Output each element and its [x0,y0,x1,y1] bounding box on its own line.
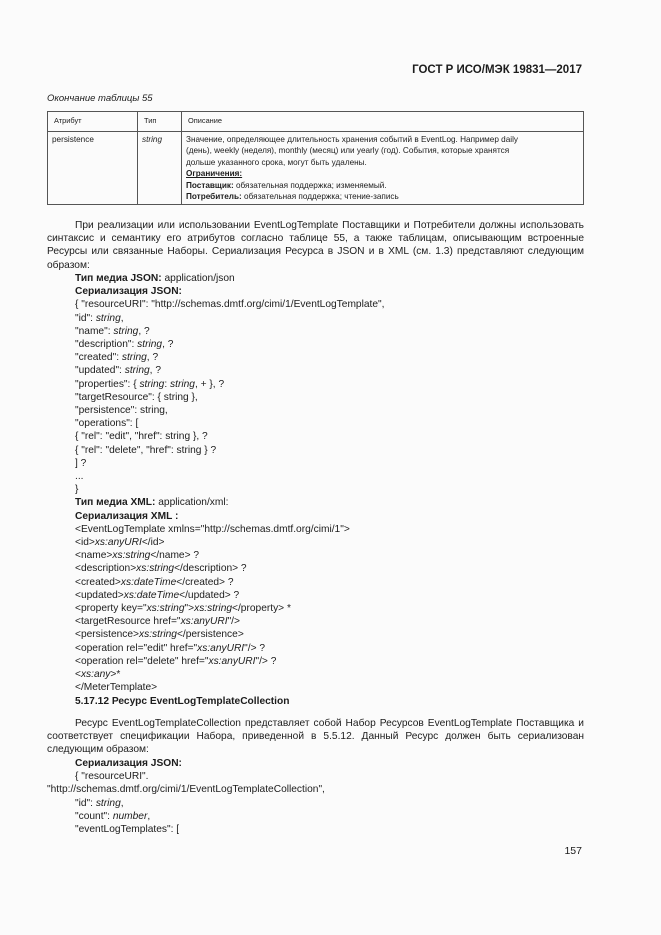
code-token: ... [75,471,84,483]
json-code-line [75,364,384,377]
code-token: xs:any [80,669,111,681]
json-code-line [75,325,384,338]
code-token: string [95,797,121,809]
code-token: "targetResource": { string }, [75,391,198,403]
json-code-line [75,483,384,496]
code-token: <persistence> [75,629,139,641]
code-token: : [164,378,171,390]
code-token: <targetResource href=" [75,616,181,628]
code-token: number [112,810,148,822]
code-token: "/> [227,616,240,628]
xml-serialization-label: Сериализация XML : [75,510,179,522]
json-code-line [75,298,384,311]
header-type: Тип [138,112,182,132]
provider-line [186,180,579,191]
xml-code-line [75,536,384,549]
section-title: Ресурс EventLogTemplateCollection [109,695,290,707]
json-media-label: Тип медиа JSON: [75,273,162,284]
code-token: >* [110,669,121,681]
code-token: "created": [75,352,122,364]
standard-header: ГОСТ Р ИСО/МЭК 19831—2017 [412,64,582,76]
xml-code-line [75,589,384,602]
xml-code-line [75,523,384,536]
collection-json-line [47,770,325,783]
code-token: string [121,352,147,364]
code-token: "properties": { [75,378,140,390]
code-token: "persistence": string, [75,405,168,417]
header-attribute: Атрибут [48,112,138,132]
code-token: xs:anyURI [197,642,245,654]
json-code-line [75,378,384,391]
code-token: ] ? [75,457,87,469]
code-token: , [147,810,151,822]
code-token: "id": [75,312,96,324]
code-token: </id> [141,537,165,549]
code-token: </created> ? [176,576,234,588]
xml-code-line [75,576,384,589]
json-media-value: application/json [161,273,235,284]
code-token: <operation rel="edit" href=" [75,642,198,654]
code-token: </property> * [232,603,291,615]
attributes-table [47,111,584,205]
code-token: string [137,339,163,351]
xml-code-line [75,602,384,615]
code-token: </MeterTemplate> [75,682,158,694]
xml-code [75,523,384,695]
xml-media-value: application/xml: [155,497,229,509]
cell-description [182,132,584,205]
section-number: 5.17.12 [75,695,109,707]
code-token: { "resourceURI": "http://schemas.dmtf.org/cimi/1/EventLogTemplate", [75,299,385,311]
provider-text: обязательная поддержка; изменяемый. [233,180,387,190]
code-token: string [170,378,195,390]
code-token: <EventLogTemplate xmlns="http://schemas.dmtf.org/cimi/1"> [75,523,350,535]
code-token: "eventLogTemplates": [ [75,824,180,836]
table-header-row [48,112,584,132]
code-token: , + }, ? [194,378,225,390]
code-token: </description> ? [174,563,247,575]
consumer-line [186,191,579,202]
code-token: "/> ? [244,642,266,654]
code-token: } [75,484,79,496]
code-token: { "resourceURI". [75,771,149,783]
xml-code-line [75,681,384,694]
description-line: дольше указанного срока, могут быть удалены. [186,157,367,167]
code-token: "count": [75,810,113,822]
code-token: </name> ? [150,550,200,562]
code-token: "updated": [75,365,125,377]
code-token: , [120,797,124,809]
code-token: </updated> ? [179,589,240,601]
json-code-line [75,338,384,351]
table-row [48,132,584,205]
code-token: string [139,378,165,390]
code-token: xs:string [194,603,233,615]
code-token: , [120,312,124,324]
code-token: string [95,312,121,324]
xml-media-label: Тип медиа XML: [75,497,156,509]
code-token: { "rel": "delete", "href": string } ? [75,444,217,456]
code-token: </persistence> [176,629,244,641]
json-serialization-label: Сериализация JSON: [75,286,182,298]
code-token: <updated> [75,589,124,601]
code-token: xs:string [139,629,177,641]
section-paragraph: Ресурс EventLogTemplateCollection представляет собой Набор Ресурсов EventLogTemplate Поставщика и соответствует спецификации Набора, приведенной в 5.5.12. Данный Ресурс должен быть сериализован следующим образом: [47,718,584,756]
json-code-line [75,457,384,470]
code-token: string [113,325,139,337]
code-token: <description> [75,563,137,575]
description-line: (день), weekly (неделя), monthly (месяц) или yearly (год). События, которые хранятся [186,146,510,156]
collection-json-code [47,770,325,836]
json-code-line [75,404,384,417]
code-token: "name": [75,325,114,337]
description-line: Значение, определяющее длительность хранения событий в EventLog. Например daily [186,135,518,144]
code-token: , ? [138,325,150,337]
collection-json-line [47,797,325,810]
code-token: "operations": [ [75,418,139,430]
xml-code-line [75,562,384,575]
code-token: <name> [75,550,113,562]
code-token: xs:anyURI [180,616,228,628]
code-token: , ? [162,339,174,351]
provider-label: Поставщик: [186,180,234,190]
json-code-line [75,444,384,457]
xml-code-line [75,668,384,681]
code-token: , ? [149,365,161,377]
consumer-text: обязательная поддержка; чтение-запись [241,192,399,202]
code-token: "http://schemas.dmtf.org/cimi/1/EventLogTemplateCollection", [47,784,325,796]
code-token: <id> [75,537,95,549]
json-code-line [75,470,384,483]
json-code-line [75,391,384,404]
section-heading [75,695,384,708]
json-code-line [75,351,384,364]
constraints-label: Ограничения: [186,169,243,179]
json-code-line [75,417,384,430]
code-token: "/> ? [255,655,277,667]
header-description: Описание [182,112,584,132]
collection-json-line [47,810,325,823]
collection-json-line [47,823,325,836]
xml-code-line [75,628,384,641]
code-token: xs:string [112,550,151,562]
collection-json-block [47,757,325,836]
intro-paragraph: При реализации или использовании EventLogTemplate Поставщики и Потребители должны использовать синтаксис и семантику его атрибутов согласно таблице 55, а также таблицам, описывающим встроенные Ресурсы или связанные Наборы. Сериализация Ресурса в JSON и в XML (см. 1.3) представляют следующим образом: [47,220,584,271]
code-token: xs:dateTime [123,589,180,601]
json-code-line [75,430,384,443]
collection-json-line [47,783,325,796]
code-token: xs:string [136,563,175,575]
xml-media-line [75,496,384,509]
json-code-line [75,312,384,325]
xml-code-line [75,655,384,668]
xml-code-line [75,549,384,562]
table-caption: Окончание таблицы 55 [47,93,153,104]
json-serialization-label-2: Сериализация JSON: [75,758,182,769]
code-token: <operation rel="delete" href=" [75,655,209,667]
xml-code-line [75,642,384,655]
code-token: { "rel": "edit", "href": string }, ? [75,431,208,443]
cell-attribute: persistence [48,132,138,205]
json-code [75,298,384,496]
json-media-line [75,272,384,285]
code-token: xs:string [146,603,185,615]
consumer-label: Потребитель: [186,192,242,202]
code-token: "id": [75,797,96,809]
code-token: xs:anyURI [94,537,142,549]
code-token: string [124,365,150,377]
code-token: xs:anyURI [208,655,256,667]
code-token: < [75,669,81,681]
code-token: , ? [146,352,159,364]
code-token: xs:dateTime [120,576,177,588]
code-token: "description": [75,339,138,351]
page-number: 157 [564,845,582,857]
code-token: "> [184,603,195,615]
serialization-block [75,272,384,708]
xml-code-line [75,615,384,628]
code-token: <property key=" [75,603,147,615]
cell-type: string [138,132,182,205]
code-token: <created> [75,576,121,588]
